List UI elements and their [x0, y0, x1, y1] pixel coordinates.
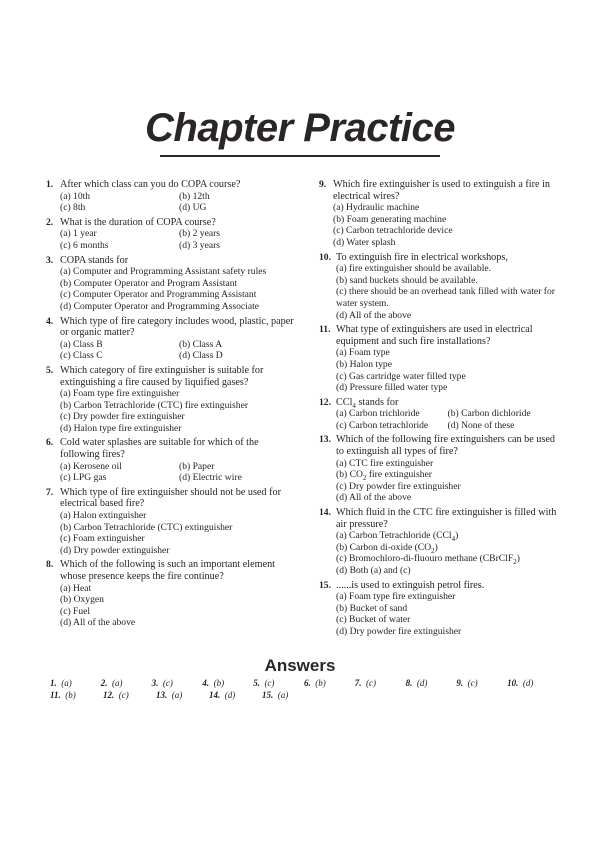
option — [336, 420, 448, 432]
option-text: (d) Dry powder fire extinguisher — [336, 625, 462, 637]
question-number: 7. — [46, 486, 54, 498]
option — [179, 202, 298, 214]
question — [46, 365, 298, 435]
question — [319, 179, 559, 249]
question-text-main: To extinguish fire in electrical workshops, — [336, 251, 508, 263]
options-list — [333, 202, 559, 248]
option — [336, 591, 559, 603]
answer-value: (d) — [522, 678, 534, 688]
question-number: 4. — [46, 315, 54, 327]
option-text: (b) 2 years — [179, 228, 221, 240]
option-text: (a) CTC fire extinguisher — [336, 457, 434, 469]
option-text: (a) 1 year — [60, 228, 97, 240]
option — [336, 553, 559, 565]
option-text: (b) Carbon dichloride — [447, 408, 531, 420]
question-text — [333, 179, 559, 202]
options-list — [60, 191, 298, 214]
options-list — [336, 263, 559, 321]
question-text-tail: stands for — [355, 396, 399, 408]
option-text: (b) sand buckets should be available. — [336, 274, 478, 286]
options-list — [60, 266, 298, 312]
answer-item — [156, 690, 209, 700]
question-text — [336, 252, 559, 264]
answer-value: (b) — [213, 678, 225, 688]
answer-item — [209, 690, 262, 700]
answer-value: (c) — [366, 678, 377, 688]
answer-number: 12. — [103, 690, 115, 700]
option-text: (b) 12th — [179, 190, 210, 202]
answer-number: 7. — [354, 678, 362, 688]
answer-value: (b) — [315, 678, 326, 688]
option-text: (a) Class B — [60, 338, 103, 350]
question — [46, 255, 298, 313]
options-list — [336, 408, 559, 431]
question — [46, 179, 298, 214]
option — [60, 594, 298, 606]
question-text — [60, 559, 298, 582]
option — [448, 408, 560, 420]
option — [60, 461, 179, 473]
question-number: 9. — [319, 179, 327, 190]
question-text-main: What is the duration of COPA course? — [60, 216, 216, 228]
option — [336, 263, 559, 275]
subscript: 2 — [513, 558, 517, 567]
option-text: (d) Computer Operator and Programming Associate — [60, 300, 260, 312]
question — [46, 559, 298, 629]
option — [60, 350, 179, 362]
question — [46, 487, 298, 557]
option — [333, 237, 559, 249]
options-list — [336, 530, 559, 576]
option-text: (d) All of the above — [336, 492, 412, 504]
answer-value: (a) — [277, 690, 289, 700]
option — [60, 289, 298, 301]
option — [60, 228, 179, 240]
answer-number: 9. — [456, 678, 464, 688]
question-text-main: CCl — [336, 396, 353, 408]
answer-number: 10. — [507, 678, 519, 688]
option-text: (c) Carbon tetrachloride — [336, 419, 429, 431]
question-text-main: Which of the following is such an important element whose presence keeps the fire continue? — [60, 559, 276, 582]
option-text: (c) Fuel — [60, 605, 91, 617]
question-number: 5. — [46, 364, 54, 376]
option-text: (b) Oxygen — [60, 594, 104, 606]
title-underline — [160, 155, 440, 157]
answer-item — [152, 678, 203, 688]
option-text: (d) Dry powder extinguisher — [60, 544, 170, 556]
options-list — [60, 228, 298, 251]
option-text: (d) Class D — [179, 350, 223, 362]
question-number: 15. — [319, 579, 331, 591]
answer-number: 6. — [303, 678, 311, 688]
answer-item — [304, 678, 355, 688]
option-text: (c) Dry powder fire extinguisher — [60, 411, 185, 423]
subscript: 4 — [352, 401, 356, 410]
question-number: 14. — [319, 507, 331, 519]
question-text — [336, 580, 559, 592]
option — [179, 228, 298, 240]
option — [60, 510, 298, 522]
option-text: (a) Foam type fire extinguisher — [60, 388, 180, 400]
question-text — [60, 179, 298, 191]
answer-number: 8. — [405, 678, 413, 688]
option-text: (d) All of the above — [336, 309, 412, 321]
option — [60, 202, 179, 214]
options-list — [60, 510, 298, 556]
option-text: (d) 3 years — [179, 239, 221, 251]
option — [179, 191, 298, 203]
option — [336, 371, 559, 383]
option — [336, 310, 559, 322]
option — [179, 461, 298, 473]
option-text: (c) Carbon tetrachloride device — [333, 225, 453, 237]
option-text: (d) Halon type fire extinguisher — [60, 422, 182, 434]
option — [336, 565, 559, 577]
option — [336, 614, 559, 626]
option-text: (c) Foam extinguisher — [60, 533, 145, 545]
option-text: (b) Computer Operator and Program Assistant — [60, 277, 238, 289]
option-text: (b) Carbon Tetrachloride (CTC) fire extinguisher — [60, 399, 249, 411]
option — [336, 626, 559, 638]
option-text: (a) Foam type fire extinguisher — [336, 591, 456, 603]
answer-value: (d) — [416, 678, 428, 688]
option — [60, 533, 298, 545]
answer-value: (a) — [112, 678, 123, 688]
option — [60, 240, 179, 252]
question-number: 2. — [46, 216, 54, 228]
options-list — [60, 339, 298, 362]
question-text — [60, 316, 298, 339]
question — [319, 397, 559, 432]
question — [46, 316, 298, 362]
option-text-tail: ) — [516, 553, 520, 565]
option — [333, 214, 559, 226]
answer-number: 15. — [262, 690, 274, 700]
question-number: 11. — [319, 324, 331, 336]
options-list — [336, 591, 559, 637]
option-text: (d) Pressure filled water type — [336, 382, 448, 394]
answers-row-1 — [50, 678, 558, 688]
question-text — [60, 487, 298, 510]
option — [60, 411, 298, 423]
question — [319, 324, 559, 394]
option-text: (d) All of the above — [60, 617, 136, 629]
option — [60, 339, 179, 351]
option — [60, 423, 298, 435]
option-text: (a) Hydraulic machine — [333, 202, 420, 214]
option — [336, 408, 448, 420]
question-text-main: What type of extinguishers are used in electrical equipment and such fire installations? — [336, 324, 533, 347]
question-text-main: Which fluid in the CTC fire extinguisher is filled with air pressure? — [336, 507, 557, 530]
option-text: (a) Foam type — [336, 347, 390, 359]
option-text: (b) Foam generating machine — [333, 213, 447, 225]
answer-item — [406, 678, 457, 688]
question — [46, 437, 298, 483]
options-list — [336, 347, 559, 393]
option — [333, 225, 559, 237]
answer-number: 11. — [50, 690, 61, 700]
option-text: (a) Halon extinguisher — [60, 510, 147, 522]
option — [60, 266, 298, 278]
question-text — [336, 397, 559, 409]
answer-item — [50, 678, 101, 688]
answer-item — [262, 690, 315, 700]
question-number: 12. — [319, 396, 331, 408]
options-list — [60, 388, 298, 434]
option-text: (b) Carbon Tetrachloride (CTC) extinguisher — [60, 521, 233, 533]
options-list — [60, 583, 298, 629]
answer-number: 14. — [209, 690, 221, 700]
options-list — [336, 458, 559, 504]
option — [60, 400, 298, 412]
option — [60, 583, 298, 595]
answer-item — [50, 690, 103, 700]
question-text — [336, 507, 559, 530]
answer-value: (c) — [467, 678, 478, 688]
option-text: (c) Bucket of water — [336, 614, 411, 626]
question-text-main: Which type of fire extinguisher should not be used for electrical based fire? — [60, 486, 281, 510]
option-text: (d) Both (a) and (c) — [336, 565, 411, 576]
option — [60, 388, 298, 400]
option — [60, 606, 298, 618]
question-text-main: Which fire extinguisher is used to extinguish a fire in electrical wires? — [333, 179, 550, 202]
option-text: (c) Class C — [60, 350, 103, 362]
answer-item — [202, 678, 253, 688]
options-list — [60, 461, 298, 484]
option — [336, 481, 559, 493]
question-text — [336, 324, 559, 347]
option-text: (b) Bucket of sand — [336, 602, 408, 614]
option — [336, 542, 559, 554]
option-text: (b) Class A — [179, 338, 223, 350]
option — [60, 278, 298, 290]
option — [336, 382, 559, 394]
option — [60, 191, 179, 203]
option-text: (b) CO — [336, 469, 363, 481]
option — [336, 469, 559, 481]
page-title: Chapter Practice — [145, 106, 455, 150]
question-text — [336, 434, 559, 457]
option-text: (a) Carbon Tetrachloride (CCl — [336, 530, 452, 542]
question-text — [60, 255, 298, 267]
question-number: 1. — [46, 179, 54, 190]
right-question-column — [319, 179, 559, 641]
question-text-main: Which of the following fire extinguishers can be used to extinguish all types of fire? — [336, 434, 555, 458]
option-text: (d) None of these — [447, 419, 515, 431]
subscript: 2 — [362, 474, 367, 483]
answer-value: (c) — [162, 678, 173, 688]
question — [319, 580, 559, 638]
option-text: (a) 10th — [60, 190, 91, 202]
question-text-main: Cold water splashes are suitable for which of the following fires? — [60, 437, 259, 461]
option-text-tail: ) — [434, 541, 438, 553]
answer-item — [103, 690, 156, 700]
option-text: (a) Kerosene oil — [60, 460, 122, 472]
option-text: (d) Electric wire — [179, 472, 242, 484]
option-text: (c) LPG gas — [60, 472, 107, 484]
option — [179, 472, 298, 484]
answer-value: (d) — [224, 690, 236, 700]
option — [336, 603, 559, 615]
option — [179, 240, 298, 252]
option — [336, 530, 559, 542]
option-text: (c) Bromochloro-di-fluouro methane (CBrClF — [336, 553, 514, 565]
option — [60, 522, 298, 534]
answer-number: 1. — [50, 678, 57, 688]
question-text — [60, 217, 298, 229]
answer-number: 3. — [151, 678, 159, 688]
question-text-main: COPA stands for — [60, 254, 129, 266]
option — [60, 545, 298, 557]
option-text-tail: fire extinguisher — [366, 469, 432, 481]
question — [46, 217, 298, 252]
option — [179, 350, 298, 362]
question-number: 8. — [46, 559, 54, 571]
option — [333, 202, 559, 214]
option-text: (b) Carbon di-oxide (CO — [336, 541, 432, 553]
option — [336, 458, 559, 470]
question — [319, 507, 559, 577]
option-text: (c) Computer Operator and Programming Assistant — [60, 289, 257, 301]
option — [60, 472, 179, 484]
answer-number: 13. — [156, 690, 168, 700]
answer-number: 2. — [100, 678, 108, 688]
question — [319, 252, 559, 322]
option-text: (a) Computer and Programming Assistant safety rules — [60, 266, 267, 278]
option-text: (a) Carbon trichloride — [336, 408, 420, 420]
option — [60, 301, 298, 313]
question-text-main: After which class can you do COPA course? — [60, 179, 241, 190]
option — [448, 420, 560, 432]
option-text-tail: ) — [455, 530, 459, 542]
option-text: (c) there should be an overhead tank filled with water for water system. — [336, 286, 555, 309]
option — [336, 347, 559, 359]
option-text: (d) Water splash — [333, 236, 396, 248]
left-question-column — [46, 179, 298, 632]
option-text: (b) Halon type — [336, 358, 392, 370]
question-number: 6. — [46, 437, 54, 449]
question-text-main: ......is used to extinguish petrol fires. — [336, 579, 485, 591]
option-text: (a) Heat — [60, 582, 92, 594]
answer-value: (c) — [264, 678, 275, 688]
subscript: 4 — [451, 535, 456, 544]
answer-value: (b) — [65, 690, 76, 700]
option-text: (c) 8th — [60, 202, 86, 214]
option-text: (a) fire extinguisher should be available. — [336, 263, 492, 275]
question-number: 3. — [46, 254, 54, 266]
question-number: 13. — [319, 434, 331, 446]
answers-row-2 — [50, 690, 558, 700]
question-text — [60, 365, 298, 388]
question-text-main: Which category of fire extinguisher is suitable for extinguishing a fire caused by liquified gases? — [60, 364, 264, 388]
question — [319, 434, 559, 504]
question-text-main: Which type of fire category includes wood, plastic, paper or organic matter? — [60, 315, 294, 339]
answer-item — [456, 678, 507, 688]
option-text: (c) 6 months — [60, 239, 109, 251]
option — [336, 275, 559, 287]
subscript: 2 — [431, 546, 435, 555]
answer-item — [253, 678, 304, 688]
answer-value: (c) — [118, 690, 129, 700]
answer-item — [507, 678, 558, 688]
answer-number: 4. — [202, 678, 210, 688]
question-text — [60, 437, 298, 460]
option-text: (b) Paper — [179, 460, 215, 472]
option — [336, 286, 559, 309]
answer-item — [101, 678, 152, 688]
option-text: (c) Gas cartridge water filled type — [336, 370, 466, 382]
option — [179, 339, 298, 351]
answer-item — [355, 678, 406, 688]
answer-value: (a) — [61, 678, 72, 688]
question-number: 10. — [319, 251, 331, 263]
option — [60, 617, 298, 629]
answers-heading: Answers — [264, 656, 336, 675]
option-text: (d) UG — [179, 202, 207, 214]
option-text: (c) Dry powder fire extinguisher — [336, 480, 461, 492]
option — [336, 359, 559, 371]
answer-value: (a) — [171, 690, 183, 700]
answer-number: 5. — [253, 678, 260, 688]
option — [336, 492, 559, 504]
